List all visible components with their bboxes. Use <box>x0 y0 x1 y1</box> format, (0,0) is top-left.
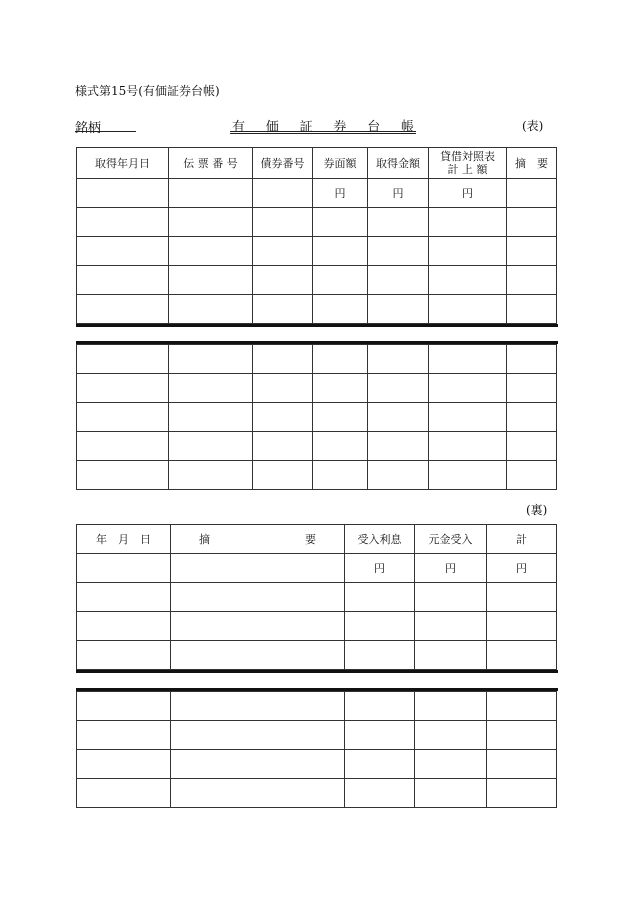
table-header-row <box>77 148 557 179</box>
cell[interactable] <box>345 612 415 641</box>
cell[interactable] <box>507 403 557 432</box>
cell[interactable] <box>507 374 557 403</box>
cell[interactable] <box>345 779 415 808</box>
cell[interactable] <box>169 208 253 237</box>
cell[interactable] <box>507 432 557 461</box>
cell[interactable] <box>487 583 557 612</box>
unit-cell[interactable]: 円 <box>415 554 487 583</box>
header-line: 貸借対照表 <box>440 150 495 163</box>
table-row <box>77 345 557 374</box>
front-table-lower <box>76 344 557 490</box>
cell[interactable] <box>171 721 345 750</box>
unit-cell[interactable]: 円 <box>345 554 415 583</box>
cell[interactable] <box>313 345 368 374</box>
table-row <box>77 295 557 324</box>
cell[interactable] <box>169 403 253 432</box>
cell[interactable] <box>487 779 557 808</box>
issue-name-underline <box>75 131 136 132</box>
header-description <box>171 525 345 554</box>
cell[interactable] <box>368 374 429 403</box>
table-row <box>77 692 557 721</box>
cell[interactable] <box>507 237 557 266</box>
cell[interactable] <box>487 750 557 779</box>
cell[interactable] <box>253 208 313 237</box>
table-row <box>77 461 557 490</box>
cell[interactable] <box>253 374 313 403</box>
back-table-lower <box>76 691 557 808</box>
unit-cell[interactable]: 円 <box>368 179 429 208</box>
header-line: 計 上 額 <box>447 163 488 176</box>
cell[interactable] <box>77 179 169 208</box>
cell[interactable] <box>429 374 507 403</box>
title-char: 帳 <box>400 120 414 135</box>
header-bond-number: 債券番号 <box>253 148 313 179</box>
cell[interactable] <box>415 612 487 641</box>
cell[interactable] <box>171 612 345 641</box>
cell[interactable] <box>429 432 507 461</box>
cell[interactable] <box>253 403 313 432</box>
table-row <box>77 583 557 612</box>
cell[interactable] <box>253 237 313 266</box>
cell[interactable] <box>77 374 169 403</box>
cell[interactable] <box>487 692 557 721</box>
cell[interactable] <box>77 641 171 670</box>
table-row <box>77 721 557 750</box>
title-char: 価 <box>265 120 279 135</box>
cell[interactable] <box>429 266 507 295</box>
cell[interactable] <box>169 179 253 208</box>
cell[interactable] <box>429 237 507 266</box>
cell[interactable] <box>345 721 415 750</box>
cell[interactable] <box>487 612 557 641</box>
table-row <box>77 779 557 808</box>
cell[interactable] <box>429 295 507 324</box>
table-row <box>77 403 557 432</box>
header-char: 摘 <box>199 533 210 546</box>
header-principal-received: 元金受入 <box>415 525 487 554</box>
table-row <box>77 374 557 403</box>
cell[interactable] <box>415 721 487 750</box>
table-row <box>77 432 557 461</box>
cell[interactable] <box>169 237 253 266</box>
cell[interactable] <box>171 692 345 721</box>
cell[interactable] <box>507 208 557 237</box>
header-acquisition-date: 取得年月日 <box>77 148 169 179</box>
cell[interactable] <box>368 461 429 490</box>
cell[interactable] <box>313 266 368 295</box>
header-interest-received: 受入利息 <box>345 525 415 554</box>
header-balance-sheet-amount <box>429 148 507 179</box>
header-acquisition-amount: 取得金額 <box>368 148 429 179</box>
cell[interactable] <box>368 295 429 324</box>
cell[interactable] <box>429 403 507 432</box>
table-row <box>77 641 557 670</box>
cell[interactable] <box>313 374 368 403</box>
table-row <box>77 179 557 208</box>
back-side-label: (裏) <box>526 503 548 517</box>
cell[interactable] <box>313 403 368 432</box>
unit-cell[interactable]: 円 <box>429 179 507 208</box>
cell[interactable] <box>253 266 313 295</box>
title-underline <box>230 131 416 132</box>
table-row <box>77 266 557 295</box>
table-row <box>77 554 557 583</box>
cell[interactable] <box>77 554 171 583</box>
cell[interactable] <box>77 403 169 432</box>
cell[interactable] <box>253 345 313 374</box>
cell[interactable] <box>253 295 313 324</box>
cell[interactable] <box>415 779 487 808</box>
cell[interactable] <box>169 295 253 324</box>
cell[interactable] <box>429 208 507 237</box>
title-char: 台 <box>367 120 381 135</box>
cell[interactable] <box>368 403 429 432</box>
cell[interactable] <box>313 237 368 266</box>
header-remarks: 摘 要 <box>507 148 557 179</box>
cell[interactable] <box>77 208 169 237</box>
issue-name-label: 銘柄 <box>75 121 102 136</box>
back-table-upper <box>76 524 557 670</box>
table-row <box>77 750 557 779</box>
cell[interactable] <box>77 295 169 324</box>
cell[interactable] <box>345 692 415 721</box>
header-face-value: 券面額 <box>313 148 368 179</box>
table-row <box>77 237 557 266</box>
form-identifier: 様式第15号(有価証券台帳) <box>75 84 220 98</box>
cell[interactable] <box>487 721 557 750</box>
cell[interactable] <box>169 461 253 490</box>
title-char: 有 <box>232 120 246 135</box>
cell[interactable] <box>507 179 557 208</box>
cell[interactable] <box>169 374 253 403</box>
cell[interactable] <box>77 237 169 266</box>
cell[interactable] <box>507 345 557 374</box>
cell[interactable] <box>77 583 171 612</box>
cell[interactable] <box>368 208 429 237</box>
cell[interactable] <box>77 461 169 490</box>
cell[interactable] <box>171 750 345 779</box>
cell[interactable] <box>77 612 171 641</box>
cell[interactable] <box>77 692 171 721</box>
cell[interactable] <box>415 750 487 779</box>
cell[interactable] <box>77 345 169 374</box>
unit-cell[interactable]: 円 <box>313 179 368 208</box>
header-date: 年 月 日 <box>77 525 171 554</box>
title-char: 券 <box>333 120 347 135</box>
table-row <box>77 612 557 641</box>
cell[interactable] <box>487 641 557 670</box>
cell[interactable] <box>253 432 313 461</box>
cell[interactable] <box>171 554 345 583</box>
cell[interactable] <box>169 345 253 374</box>
unit-cell[interactable]: 円 <box>487 554 557 583</box>
cell[interactable] <box>77 432 169 461</box>
cell[interactable] <box>507 266 557 295</box>
cell[interactable] <box>415 692 487 721</box>
cell[interactable] <box>429 461 507 490</box>
front-side-label: (表) <box>522 119 544 133</box>
cell[interactable] <box>507 461 557 490</box>
section-divider <box>76 670 558 673</box>
cell[interactable] <box>77 266 169 295</box>
cell[interactable] <box>313 461 368 490</box>
title-char: 証 <box>299 120 313 135</box>
cell[interactable] <box>77 750 171 779</box>
cell[interactable] <box>77 721 171 750</box>
cell[interactable] <box>313 432 368 461</box>
cell[interactable] <box>415 583 487 612</box>
cell[interactable] <box>368 432 429 461</box>
cell[interactable] <box>171 583 345 612</box>
cell[interactable] <box>313 208 368 237</box>
cell[interactable] <box>368 345 429 374</box>
header-total: 計 <box>487 525 557 554</box>
cell[interactable] <box>313 295 368 324</box>
cell[interactable] <box>169 266 253 295</box>
cell[interactable] <box>345 641 415 670</box>
cell[interactable] <box>171 641 345 670</box>
cell[interactable] <box>169 432 253 461</box>
front-table-upper <box>76 147 557 324</box>
cell[interactable] <box>253 179 313 208</box>
cell[interactable] <box>77 779 171 808</box>
cell[interactable] <box>345 750 415 779</box>
cell[interactable] <box>368 237 429 266</box>
header-voucher-number: 伝 票 番 号 <box>169 148 253 179</box>
cell[interactable] <box>368 266 429 295</box>
title-underline-second <box>230 133 416 134</box>
cell[interactable] <box>253 461 313 490</box>
table-header-row <box>77 525 557 554</box>
section-divider <box>76 324 558 327</box>
cell[interactable] <box>415 641 487 670</box>
header-char: 要 <box>305 533 316 546</box>
cell[interactable] <box>345 583 415 612</box>
cell[interactable] <box>429 345 507 374</box>
cell[interactable] <box>171 779 345 808</box>
cell[interactable] <box>507 295 557 324</box>
table-row <box>77 208 557 237</box>
